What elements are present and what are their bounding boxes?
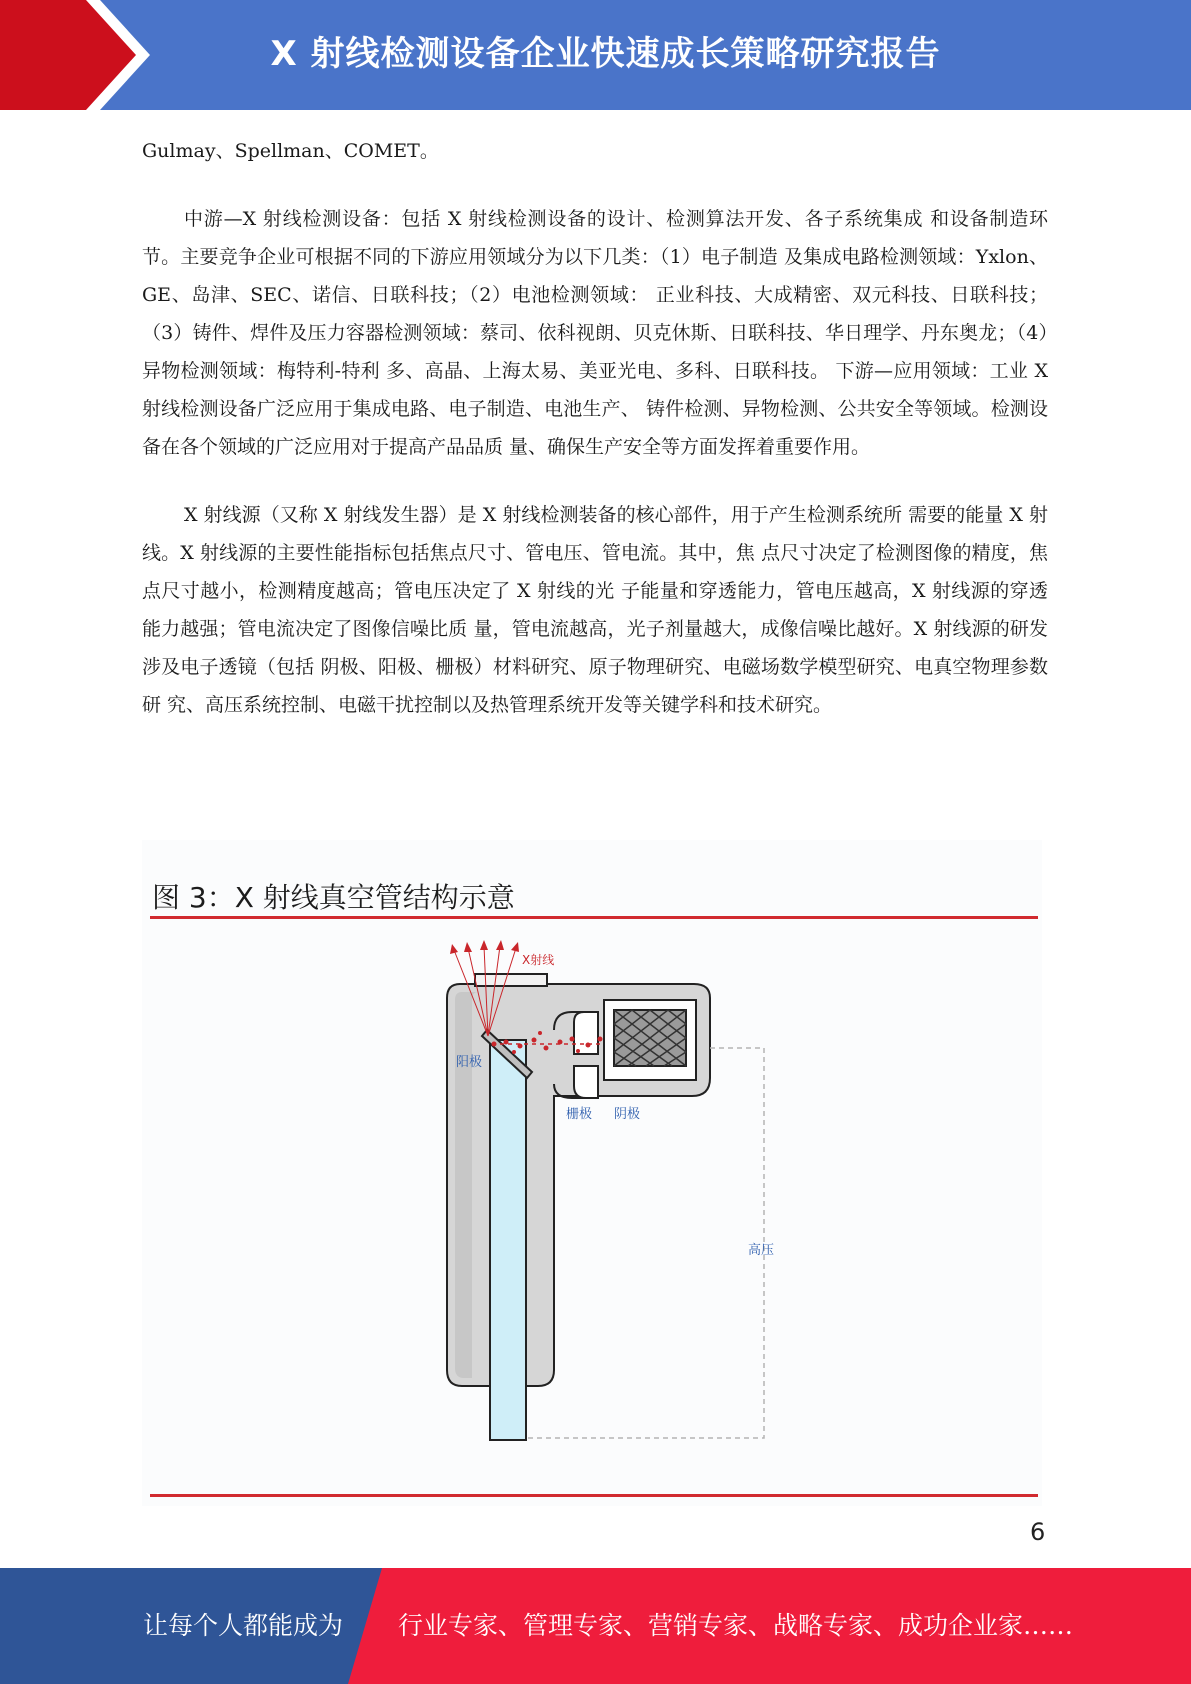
figure-xray-tube [142, 840, 1042, 1506]
high-voltage-label: 高压 [748, 1243, 775, 1258]
grid-label: 栅极 [566, 1107, 593, 1122]
page-footer [0, 1568, 1191, 1684]
anode-label: 阳极 [456, 1055, 483, 1070]
anode-rod [490, 1040, 526, 1440]
paragraph-suppliers-tail: Gulmay、Spellman、COMET。 [142, 140, 439, 162]
figure-bottom-rule [150, 1494, 1038, 1497]
page-number: 6 [1030, 1518, 1046, 1546]
footer-slogan-left: 让每个人都能成为 [143, 1611, 344, 1640]
footer-slogan-right: 行业专家、管理专家、营销专家、战略专家、成功企业家…… [398, 1611, 1074, 1640]
report-title: X 射线检测设备企业快速成长策略研究报告 [270, 34, 941, 74]
page-header [0, 0, 1191, 110]
body-content [142, 132, 1048, 724]
grid-electrode [574, 1012, 598, 1054]
figure-title: 图 3：X 射线真空管结构示意 [152, 881, 515, 914]
cathode-label: 阴极 [614, 1107, 641, 1122]
high-voltage-circuit [526, 1048, 764, 1438]
paragraph-midstream-downstream: 中游—X 射线检测设备：包括 X 射线检测设备的设计、检测算法开发、各子系统集成 和设备制造环节。主要竞争企业可根据不同的下游应用领域分为以下几类：（1）电子制造 及集成电路检测领域：Yxlon、GE、岛津、SEC、诺信、日联科技；（2）电池检测领域： 正业科技、大成精密、双元科技、日联科技；（3）铸件、焊件及压力容器检测领域：蔡司、依科视朗、贝克休斯、日联科技、华日理学、丹东奥龙；（4）异物检测领域：梅特利-特利 多、高晶、上海太易、美亚光电、多科、日联科技。 下游—应用领域：工业 X 射线检测设备广泛应用于集成电路、电子制造、电池生产、 铸件检测、异物检测、公共安全等领域。检测设备在各个领域的广泛应用对于提高产品品质 量、确保生产安全等方面发挥着重要作用。 [142, 208, 1048, 458]
paragraph-xray-source: X 射线源（又称 X 射线发生器）是 X 射线检测装备的核心部件，用于产生检测系统所 需要的能量 X 射线。X 射线源的主要性能指标包括焦点尺寸、管电压、管电流。其中，焦 点尺寸决定了检测图像的精度，焦点尺寸越小，检测精度越高；管电压决定了 X 射线的光 子能量和穿透能力，管电压越高，X 射线源的穿透能力越强；管电流决定了图像信噪比质 量，管电流越高，光子剂量越大，成像信噪比越好。X 射线源的研发涉及电子透镜（包括 阴极、阳极、栅极）材料研究、原子物理研究、电磁场数学模型研究、电真空物理参数研 究、高压系统控制、电磁干扰控制以及热管理系统开发等关键学科和技术研究。 [142, 504, 1048, 716]
xray-label: X射线 [522, 953, 555, 967]
xray-tube-diagram [142, 840, 1042, 1506]
